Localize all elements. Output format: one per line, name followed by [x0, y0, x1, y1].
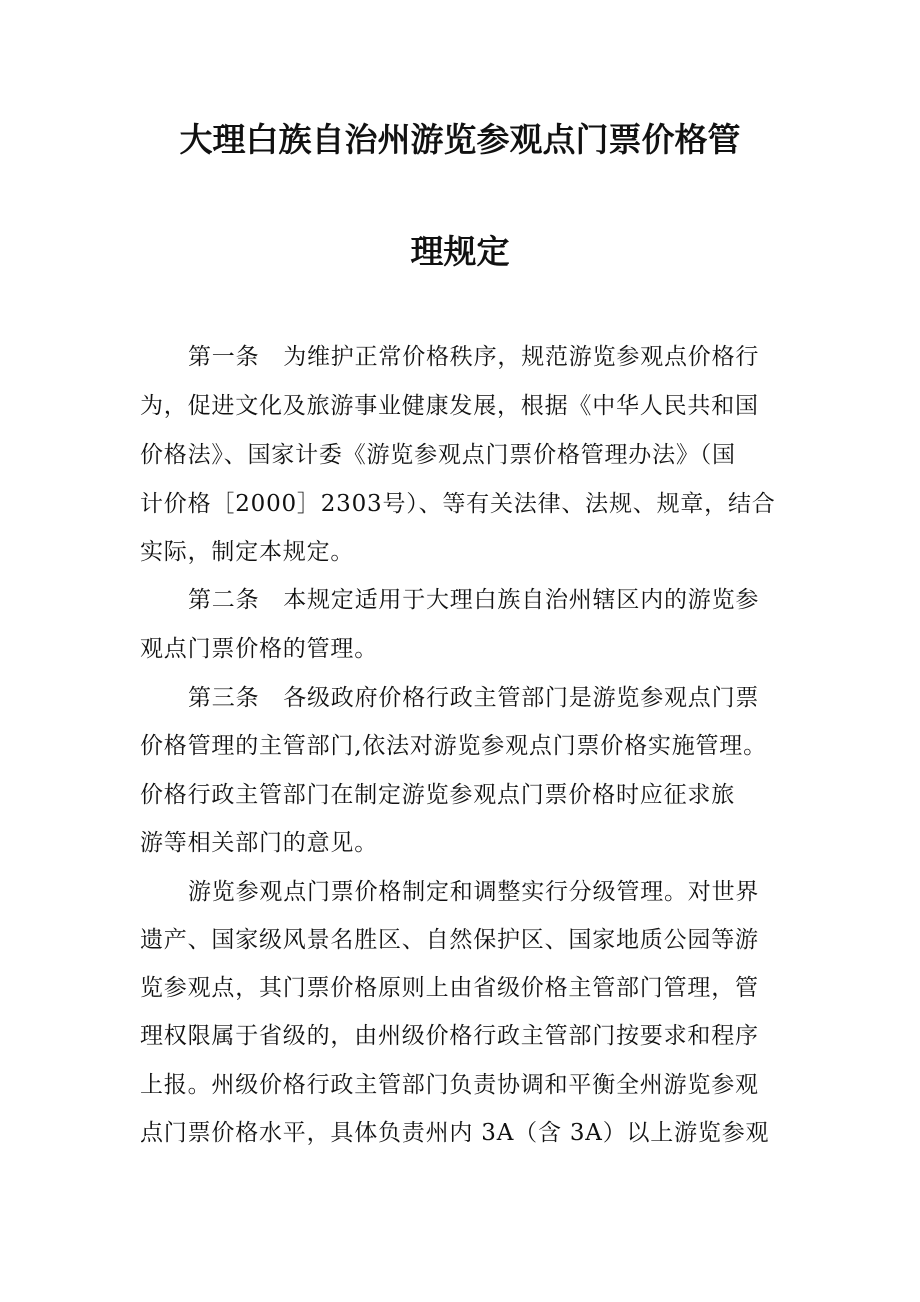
article-1-line-4: 计价格［2000］2303号）、等有关法律、法规、规章，结合: [140, 491, 776, 517]
article-2-line-1: 第二条 本规定适用于大理白族自治州辖区内的游览参: [188, 587, 760, 613]
document-title-line-2: 理规定: [410, 232, 510, 271]
article-1-line-1: 第一条 为维护正常价格秩序，规范游览参观点价格行: [188, 344, 760, 370]
article-3-line-4: 游等相关部门的意见。: [140, 830, 378, 856]
paragraph-4-line-2: 遗产、国家级风景名胜区、自然保护区、国家地质公园等游: [140, 927, 759, 953]
paragraph-4-line-6: 点门票价格水平，具体负责州内 3A（含 3A）以上游览参观: [140, 1120, 770, 1146]
article-1-line-3: 价格法》、国家计委《游览参观点门票价格管理办法》（国: [140, 442, 736, 468]
article-3-line-1: 第三条 各级政府价格行政主管部门是游览参观点门票: [188, 685, 760, 711]
article-1-line-2: 为，促进文化及旅游事业健康发展，根据《中华人民共和国: [140, 393, 759, 419]
article-1-line-5: 实际，制定本规定。: [140, 539, 355, 565]
article-3-line-3: 价格行政主管部门在制定游览参观点门票价格时应征求旅: [140, 782, 735, 808]
paragraph-4-line-1: 游览参观点门票价格制定和调整实行分级管理。对世界: [188, 879, 760, 905]
paragraph-4-line-4: 理权限属于省级的，由州级价格行政主管部门按要求和程序: [140, 1023, 759, 1049]
document-title-line-1: 大理白族自治州游览参观点门票价格管: [179, 120, 741, 159]
paragraph-4-line-3: 览参观点，其门票价格原则上由省级价格主管部门管理，管: [140, 975, 759, 1001]
article-2-line-2: 观点门票价格的管理。: [140, 636, 378, 662]
paragraph-4-line-5: 上报。州级价格行政主管部门负责协调和平衡全州游览参观: [140, 1072, 759, 1098]
article-3-line-2: 价格管理的主管部门,依法对游览参观点门票价格实施管理。: [140, 733, 767, 759]
